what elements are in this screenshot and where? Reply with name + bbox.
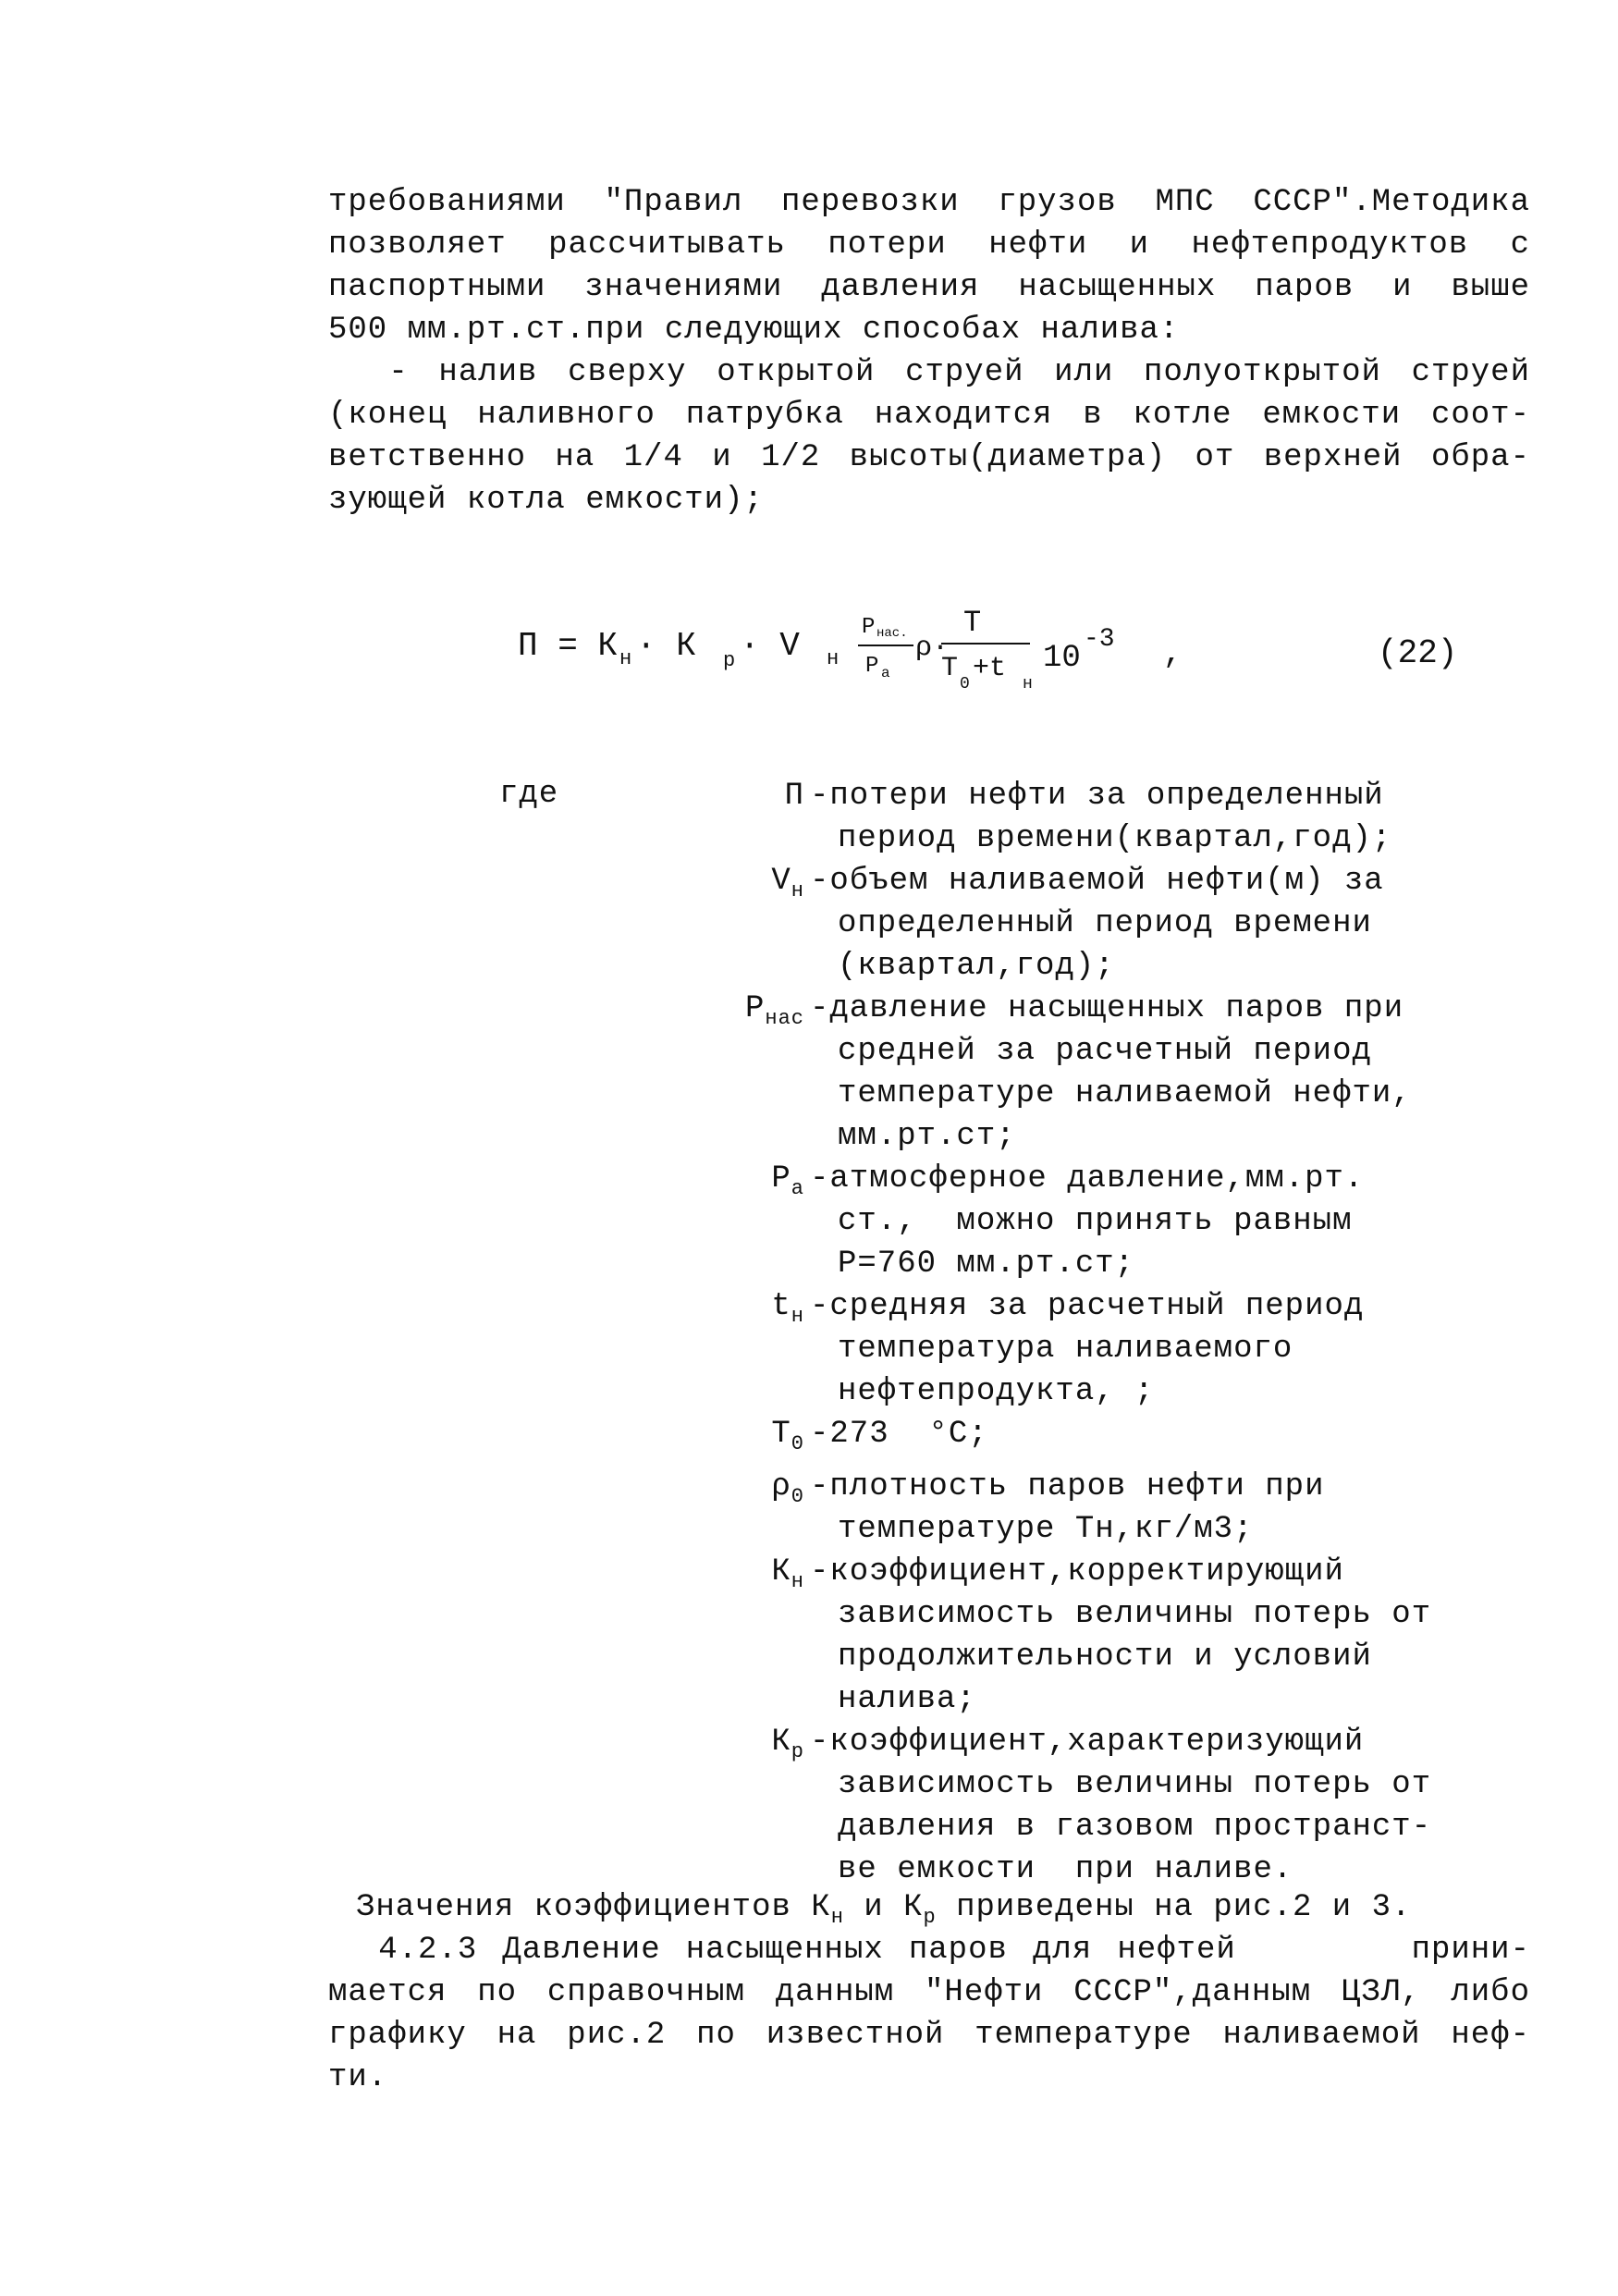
legend-description: -давление насыщенных паров при средней за расчетный период температуре наливаемой нефти, мм.рт.ст;	[810, 991, 1412, 1154]
formula-dot1: · К	[636, 627, 696, 665]
legend-item	[703, 860, 1516, 988]
bullet-line: ветственно на 1/4 и 1/2 высоты(диаметра) от верхней обра-	[328, 440, 1530, 475]
legend-item	[703, 1466, 1516, 1551]
legend-symbol: $Р_а$	[771, 1161, 804, 1200]
legend-description: -плотность паров нефти при температуре Тн,кг/м3;	[810, 1468, 1325, 1547]
formula-rho: ρ·	[915, 632, 950, 664]
legend-description: -средняя за расчетный период температура наливаемого нефтепродукта, ;	[810, 1289, 1365, 1409]
coefficients-summary: Значения коэффициентов $К_н$ и $К_р$ приведены на рис.2 и 3.	[356, 1890, 1412, 1929]
formula-frac1-num: Р	[862, 615, 876, 640]
legend-description: -атмосферное давление,мм.рт. ст., можно принять равным Р=760 мм.рт.ст;	[810, 1161, 1365, 1282]
section-4-2-3	[328, 1929, 1530, 2099]
intro-paragraph	[328, 181, 1530, 351]
formula-svg	[518, 592, 1489, 721]
intro-line: требованиями "Правил перевозки грузов МПС СССР".Методика	[328, 185, 1530, 220]
formula-frac2-num: Т	[963, 606, 982, 640]
formula-frac2-den-a: Т	[941, 653, 959, 684]
formula-frac1-den-sub: а	[881, 665, 890, 681]
formula-v-sub: н	[827, 647, 840, 670]
intro-line: паспортными значениями давления насыщенных паров и выше	[328, 270, 1530, 305]
formula-power-exp: -3	[1084, 625, 1115, 654]
formula-frac2-den-a-sub: 0	[960, 675, 970, 694]
formula-frac1-num-sub: нас.	[876, 626, 908, 641]
bullet-line: - налив сверху открытой струей или полуоткрытой струей	[328, 355, 1530, 390]
formula-frac1-den: Р	[865, 654, 879, 679]
legend-symbol: $Р_{нас}$	[744, 991, 804, 1030]
formula-kh-sub: н	[619, 647, 632, 670]
legend-description: -коэффициент,корректирующий зависимость величины потерь от продолжительности и условий налива;	[810, 1553, 1432, 1717]
section-line: 4.2.3 Давление насыщенных паров для нефтей прини-	[328, 1933, 1530, 1968]
legend-item	[703, 988, 1516, 1158]
formula-lhs: П = К	[518, 627, 619, 665]
legend-item	[703, 1721, 1516, 1891]
legend-symbol: $t_н$	[771, 1289, 804, 1328]
intro-line: 500 мм.рт.ст.при следующих способах налива:	[328, 313, 1180, 348]
legend-item	[703, 775, 1516, 860]
legend-symbol: П	[784, 779, 804, 814]
legend-description: -объем наливаемой нефти(м) за определенный период времени (квартал,год);	[810, 864, 1384, 984]
section-line: мается по справочным данным "Нефти СССР",данным ЦЗЛ, либо	[328, 1975, 1530, 2010]
legend-item	[703, 1551, 1516, 1721]
legend-item	[703, 1285, 1516, 1413]
formula-22	[518, 592, 1489, 721]
legend-description: -коэффициент,характеризующий зависимость величины потерь от давления в газовом пространст- ве емкости при наливе.	[810, 1724, 1432, 1887]
formula-frac2-den-b: +t	[973, 653, 1007, 684]
bullet-line: (конец наливного патрубка находится в котле емкости соот-	[328, 398, 1530, 433]
legend-symbol: $V_н$	[771, 864, 804, 902]
legend-symbol: $Т_0$	[771, 1417, 804, 1455]
symbol-legend	[703, 775, 1516, 1891]
legend-description: -потери нефти за определенный период времени(квартал,год);	[810, 779, 1392, 856]
formula-kp-sub: р	[723, 649, 736, 672]
formula-number: (22)	[1378, 634, 1458, 672]
section-line: графику на рис.2 по известной температуре наливаемой неф-	[328, 2018, 1530, 2053]
legend-item	[703, 1158, 1516, 1285]
section-line: ти.	[328, 2060, 388, 2095]
formula-frac2-den-b-sub: н	[1023, 675, 1033, 694]
legend-description: -273 °С;	[810, 1417, 988, 1452]
bullet-paragraph	[328, 351, 1530, 522]
formula-power-base: 10	[1043, 641, 1081, 676]
legend-symbol: $К_р$	[771, 1724, 804, 1763]
where-label: где	[499, 777, 559, 812]
legend-symbol: $К_н$	[771, 1553, 804, 1593]
formula-comma: ,	[1163, 637, 1183, 672]
intro-line: позволяет рассчитывать потери нефти и нефтепродуктов с	[328, 227, 1530, 263]
bullet-line: зующей котла емкости);	[328, 483, 764, 518]
legend-item	[703, 1413, 1516, 1466]
legend-symbol: $\rho_0$	[771, 1468, 804, 1508]
formula-dot2: · V	[740, 627, 800, 665]
